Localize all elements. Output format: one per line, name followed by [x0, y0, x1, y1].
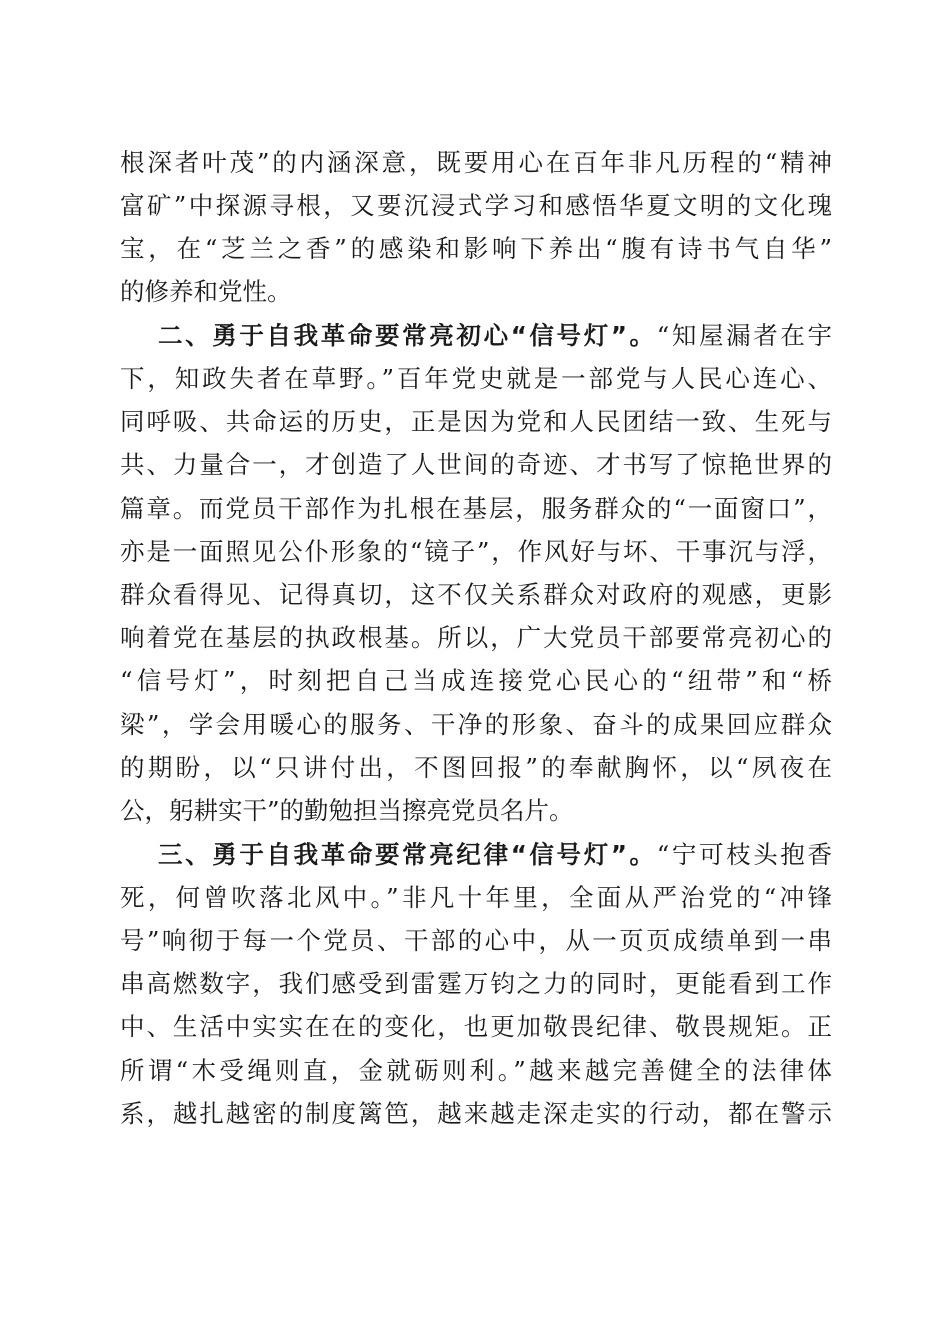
section-quote: “知屋漏者在宇	[656, 321, 832, 350]
paragraph-line: 富矿”中探源寻根，又要沉浸式学习和感悟华夏文明的文化瑰	[120, 191, 832, 220]
paragraph-line: “信号灯”，时刻把自己当成连接党心民心的“纽带”和“桥	[120, 666, 832, 695]
section-first-line	[158, 835, 832, 875]
section-heading: 三、勇于自我革命要常亮纪律“信号灯”。	[158, 840, 657, 869]
paragraph-line: 公，躬耕实干”的勤勉担当擦亮党员名片。	[120, 796, 574, 825]
paragraph-line: 的期盼，以“只讲付出，不图回报”的奉献胸怀，以“夙夜在	[120, 753, 832, 782]
paragraph-line: 响着党在基层的执政根基。所以，广大党员干部要常亮初心的	[120, 623, 832, 652]
paragraph-line: 梁”，学会用暖心的服务、干净的形象、奋斗的成果回应群众	[120, 710, 832, 739]
paragraph-line: 根深者叶茂”的内涵深意，既要用心在百年非凡历程的“精神	[120, 148, 832, 177]
paragraph-line: 篇章。而党员干部作为扎根在基层，服务群众的“一面窗口”，	[120, 494, 832, 523]
paragraph-line: 所谓“木受绳则直，金就砺则利。”越来越完善健全的法律体	[120, 1056, 832, 1085]
paragraph-line: 串高燃数字，我们感受到雷霆万钧之力的同时，更能看到工作	[120, 969, 832, 998]
paragraph-line: 宝，在“芝兰之香”的感染和影响下养出“腹有诗书气自华”	[120, 234, 832, 263]
paragraph-line: 群众看得见、记得真切，这不仅关系群众对政府的观感，更影	[120, 580, 832, 609]
section-first-line	[158, 316, 832, 356]
section-heading: 二、勇于自我革命要常亮初心“信号灯”。	[158, 321, 657, 350]
section-quote: “宁可枝头抱香	[656, 840, 832, 869]
paragraph-line: 中、生活中实实在在的变化，也更加敬畏纪律、敬畏规矩。正	[120, 1012, 832, 1041]
paragraph-line: 下，知政失者在草野。”百年党史就是一部党与人民心连心、	[120, 364, 832, 393]
paragraph-line: 亦是一面照见公仆形象的“镜子”，作风好与坏、干事沉与浮，	[120, 537, 832, 566]
paragraph-line: 共、力量合一，才创造了人世间的奇迹、才书写了惊艳世界的	[120, 450, 832, 479]
paragraph-line: 死，何曾吹落北风中。”非凡十年里，全面从严治党的“冲锋	[120, 883, 832, 912]
paragraph-line: 的修养和党性。	[120, 277, 292, 306]
paragraph-line: 同呼吸、共命运的历史，正是因为党和人民团结一致、生死与	[120, 407, 832, 436]
paragraph-line: 系，越扎越密的制度篱笆，越来越走深走实的行动，都在警示	[120, 1099, 832, 1128]
paragraph-line: 号”响彻于每一个党员、干部的心中，从一页页成绩单到一串	[120, 926, 832, 955]
